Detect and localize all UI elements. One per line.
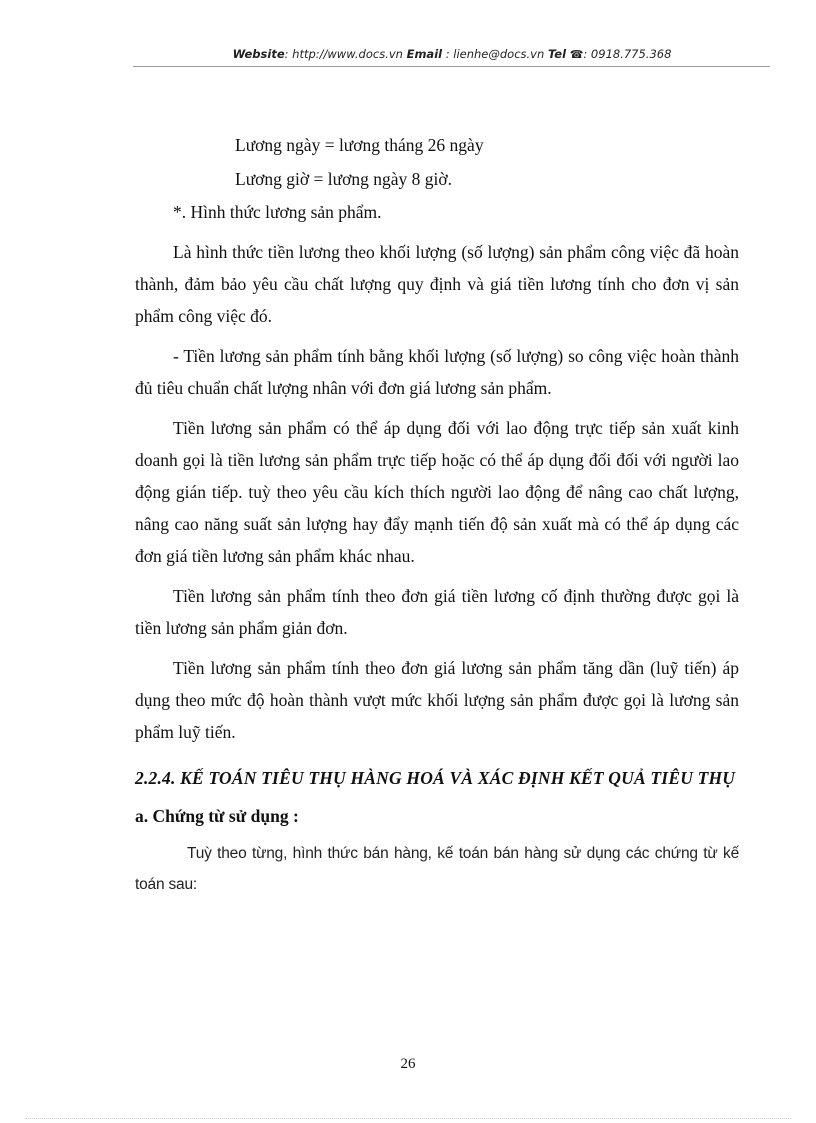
email-value: : lienhe@docs.vn — [442, 47, 548, 61]
page-content — [135, 128, 739, 900]
subheading: a. Chứng từ sử dụng : — [135, 806, 299, 826]
header-divider — [133, 66, 770, 67]
paragraph: Tiền lương sản phẩm tính theo đơn giá tiền lương cố định thường được gọi là tiền lương sản phẩm giản đơn. — [135, 586, 739, 638]
footer-divider — [25, 1118, 791, 1119]
email-label: Email — [406, 47, 443, 61]
website-value: : http://www.docs.vn — [284, 47, 407, 61]
website-label: Website — [232, 47, 285, 61]
paragraph: Tiền lương sản phẩm tính theo đơn giá lương sản phẩm tăng dần (luỹ tiến) áp dụng theo mức độ hoàn thành vượt mức khối lượng sản phẩm được gọi là lương sản phẩm luỹ tiến. — [135, 658, 739, 742]
paragraph: Tuỳ theo từng, hình thức bán hàng, kế toán bán hàng sử dụng các chứng từ kế toán sau: — [135, 845, 739, 893]
section-title: *. Hình thức lương sản phẩm. — [173, 202, 382, 222]
formula-hourly-wage: Lương giờ = lương ngày 8 giờ. — [235, 169, 453, 189]
tel-label: Tel — [547, 47, 567, 61]
page-header — [135, 47, 769, 61]
chapter-heading: 2.2.4. KẾ TOÁN TIÊU THỤ HÀNG HOÁ VÀ XÁC ĐỊNH KẾT QUẢ TIÊU THỤ — [135, 768, 736, 788]
tel-value: : 0918.775.368 — [583, 47, 672, 61]
paragraph: Tiền lương sản phẩm có thể áp dụng đối với lao động trực tiếp sản xuất kinh doanh gọi là tiền lương sản phẩm trực tiếp hoặc có thể áp dụng đối đối với người lao động gián tiếp. tuỳ theo yêu cầu kích thích người lao động để nâng cao chất lượng, nâng cao năng suất sản lượng hay đẩy mạnh tiến độ sản xuất mà có thể áp dụng các đơn giá tiền lương sản phẩm khác nhau. — [135, 418, 739, 566]
page-number: 26 — [400, 1056, 416, 1072]
formula-daily-wage: Lương ngày = lương tháng 26 ngày — [235, 135, 484, 155]
paragraph: - Tiền lương sản phẩm tính bằng khối lượng (số lượng) so công việc hoàn thành đủ tiêu chuẩn chất lượng nhân với đơn giá lương sản phẩm. — [135, 346, 739, 398]
paragraph: Là hình thức tiền lương theo khối lượng (số lượng) sản phẩm công việc đã hoàn thành, đảm bảo yêu cầu chất lượng quy định và giá tiền lương tính cho đơn vị sản phẩm công việc đó. — [135, 242, 739, 326]
telephone-icon: ☎ — [569, 48, 584, 61]
